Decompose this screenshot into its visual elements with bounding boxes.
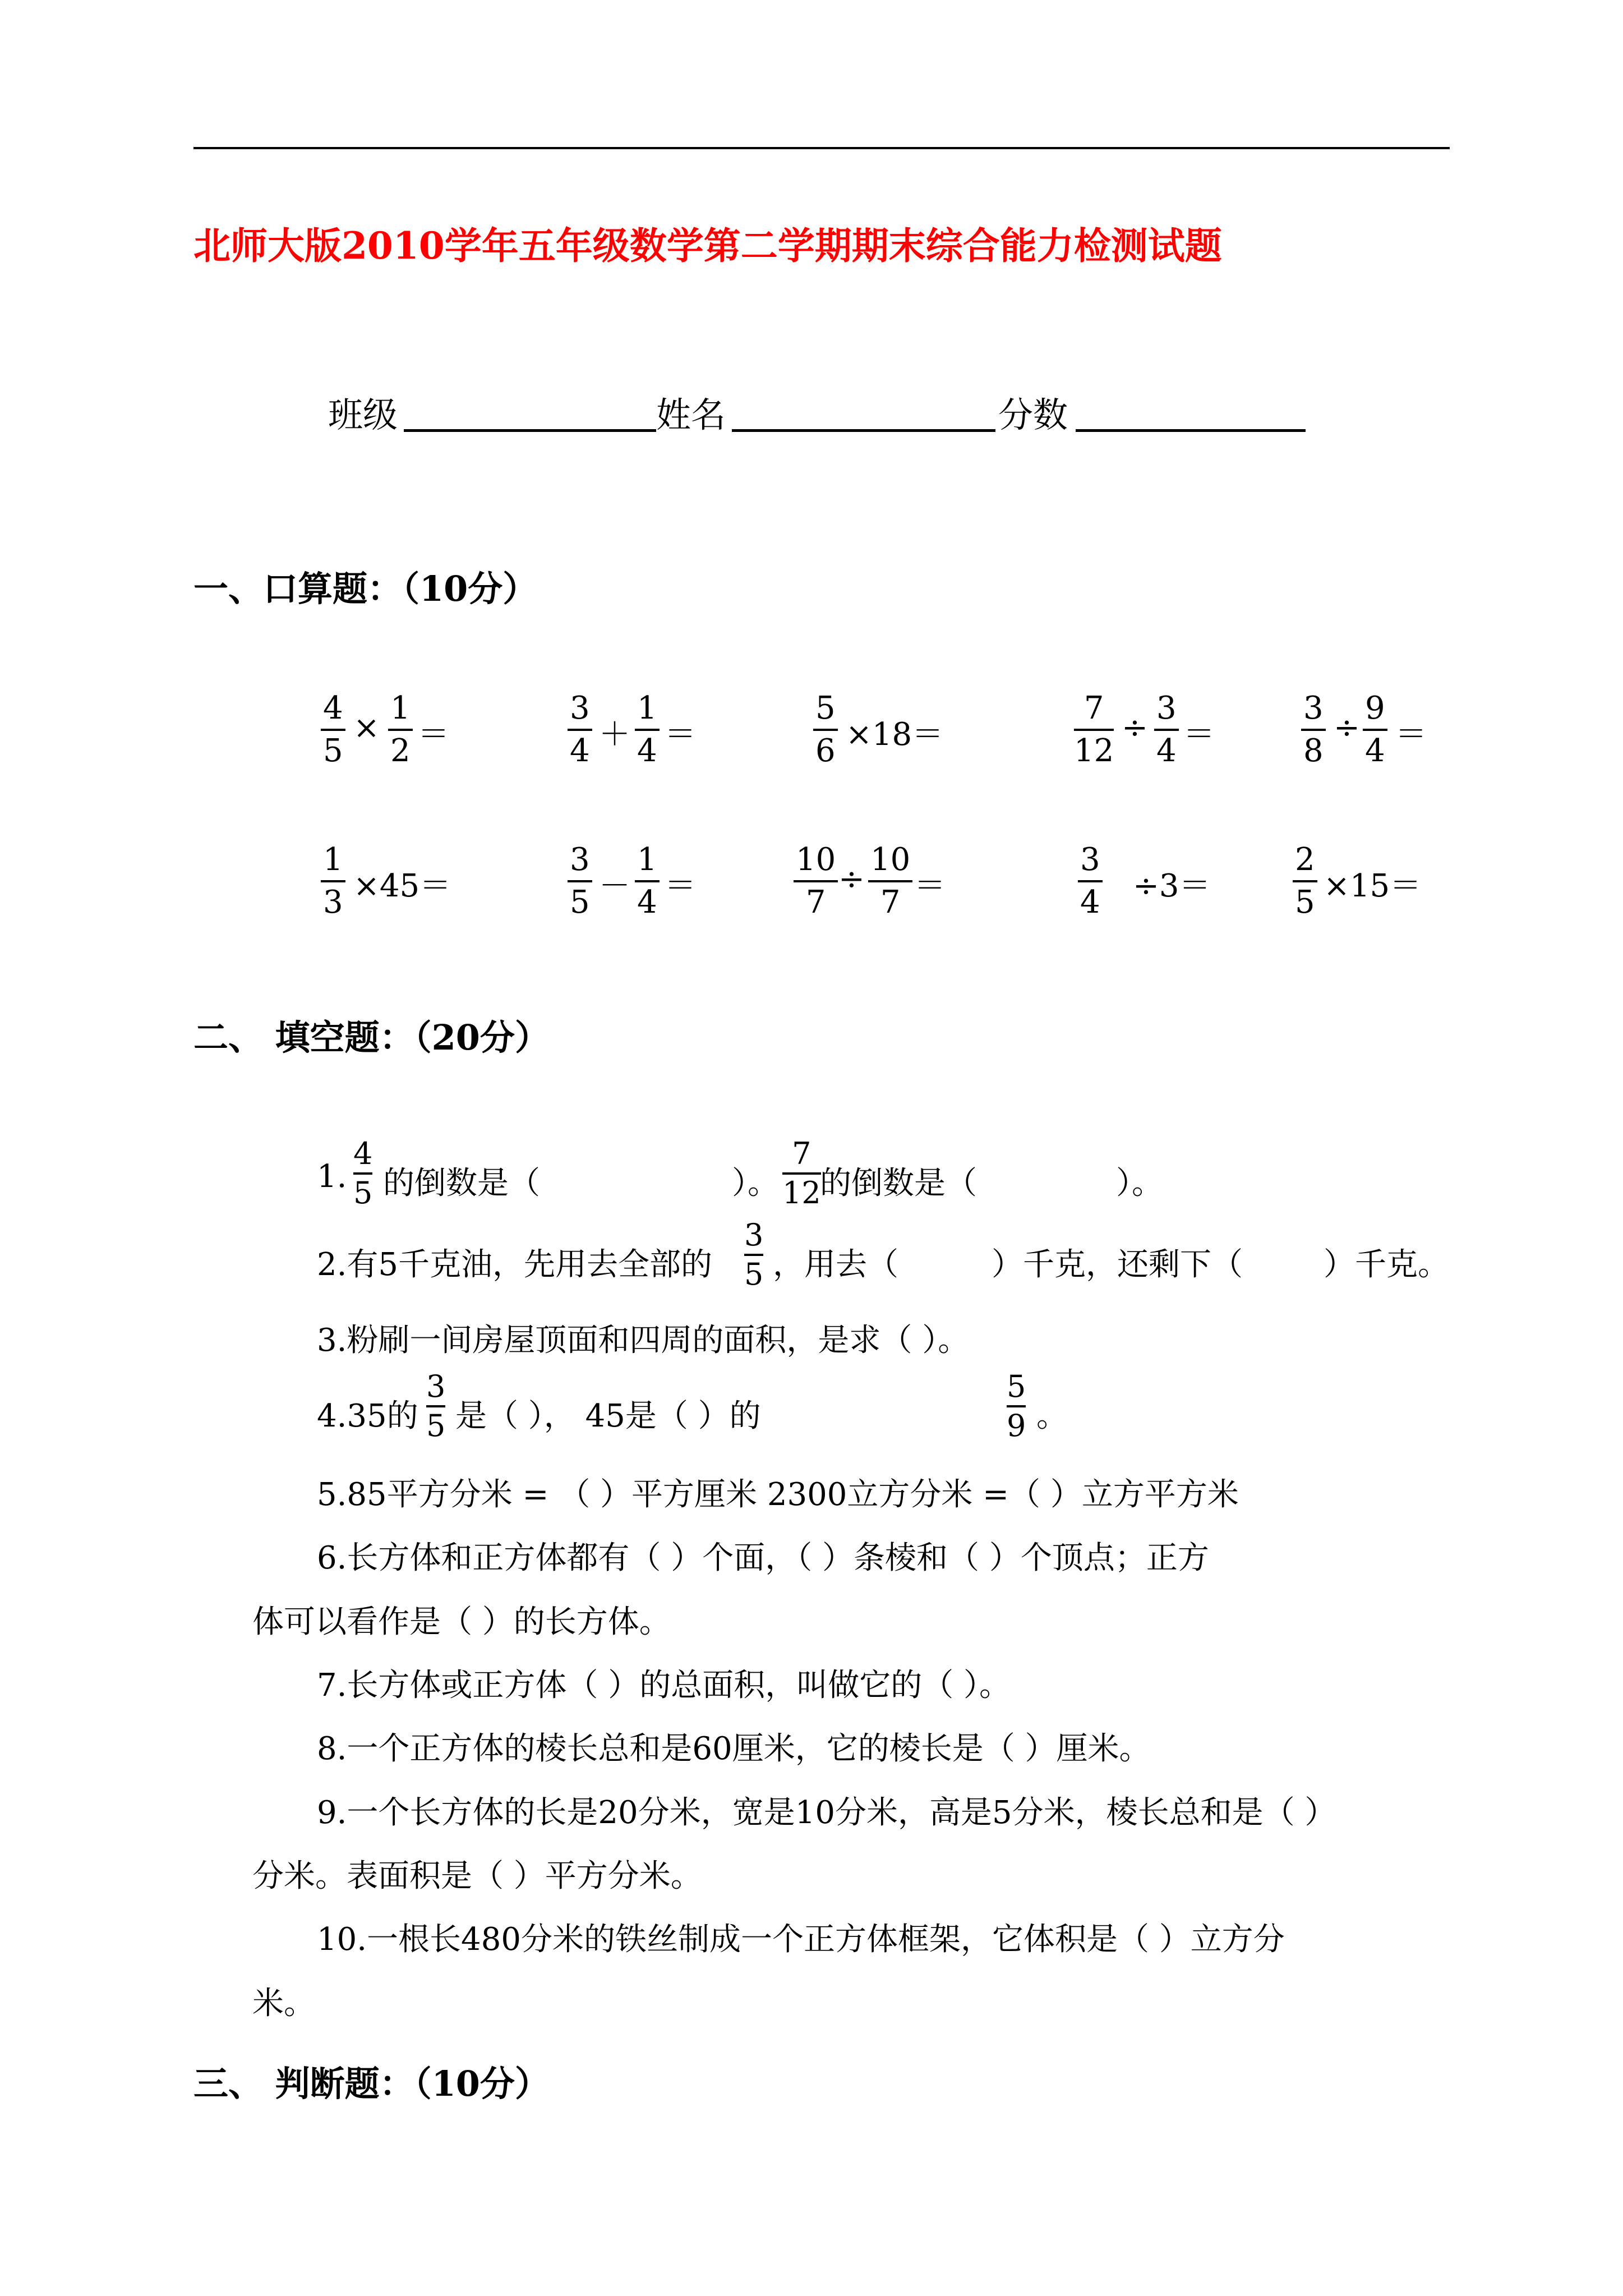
fraction: 3 4: [1154, 693, 1179, 767]
header-rule: [193, 147, 1450, 149]
operator: ÷: [1334, 710, 1360, 746]
question-9-line1: 9.一个长方体的长是20分米，宽是10分米，高是5分米，棱长总和是（ ）: [317, 1795, 1336, 1831]
equals: ＝: [665, 868, 696, 904]
fraction: 4 5: [353, 1136, 373, 1211]
equals: ＝: [665, 716, 696, 753]
section2-heading: 二、 填空题：（20分）: [193, 1017, 550, 1058]
section3-heading: 三、 判断题：（10分）: [193, 2063, 550, 2104]
operator-tail: ×18＝: [846, 716, 944, 753]
fraction: 1 4: [635, 693, 660, 767]
fraction: 3 5: [426, 1369, 446, 1443]
fraction: 3 4: [1078, 844, 1103, 918]
equals: ＝: [418, 716, 449, 753]
operator: ÷: [1122, 710, 1148, 746]
fraction: 7 12: [782, 1136, 821, 1211]
fraction: 5 6: [813, 693, 838, 767]
equals: ＝: [1183, 716, 1215, 753]
question-7: 7.长方体或正方体（ ）的总面积，叫做它的（ ）。: [317, 1667, 1011, 1704]
operator-tail: ×15＝: [1324, 868, 1422, 904]
class-blank[interactable]: [404, 429, 656, 432]
question-10-line1: 10.一根长480分米的铁丝制成一个正方体框架，它体积是（ ）立方分: [317, 1921, 1285, 1958]
fraction: 2 5: [1293, 844, 1317, 918]
operator: －: [599, 868, 630, 904]
score-label: 分数: [998, 394, 1068, 435]
operator-tail: ×45＝: [353, 868, 451, 904]
fraction: 7 12: [1074, 690, 1114, 769]
fraction: 5 9: [1007, 1369, 1026, 1443]
name-label: 姓名: [656, 394, 726, 435]
fraction: 1 4: [635, 844, 660, 918]
operator: ÷: [838, 861, 865, 898]
fraction: 4 5: [321, 693, 345, 767]
operator-tail: ÷3＝: [1133, 868, 1211, 904]
fraction: 9 4: [1363, 693, 1387, 767]
fraction: 3 4: [568, 693, 592, 767]
fraction: 1 2: [388, 693, 413, 767]
question-6-line2: 体可以看作是（ ）的长方体。: [252, 1604, 671, 1640]
equals: ＝: [1395, 716, 1427, 753]
question-6-line1: 6.长方体和正方体都有（ ）个面，（ ）条棱和（ ）个顶点；正方: [317, 1540, 1209, 1576]
fraction: 10 7: [794, 844, 838, 918]
question-8: 8.一个正方体的棱长总和是60厘米，它的棱长是（ ）厘米。: [317, 1731, 1151, 1767]
fraction: 1 3: [321, 844, 345, 918]
exam-title: 北师大版2010学年五年级数学第二学期期末综合能力检测试题: [193, 224, 1222, 268]
fraction: 3 5: [568, 844, 592, 918]
question-3: 3.粉刷一间房屋顶面和四周的面积，是求（ ）。: [317, 1322, 970, 1359]
question-5: 5.85平方分米 = （ ）平方厘米 2300立方分米 =（ ）立方平方米: [317, 1476, 1239, 1513]
equals: ＝: [914, 868, 946, 904]
operator: ＋: [599, 716, 630, 753]
class-label: 班级: [328, 394, 398, 435]
question-9-line2: 分米。表面积是（ ）平方分米。: [252, 1858, 702, 1894]
fraction: 3 8: [1301, 693, 1326, 767]
section1-heading: 一、口算题：（10分）: [193, 568, 538, 609]
score-blank[interactable]: [1076, 429, 1306, 432]
operator: ×: [353, 710, 380, 746]
fraction: 10 7: [868, 844, 912, 918]
question-10-line2: 米。: [252, 1985, 315, 2022]
fraction: 3 5: [744, 1217, 764, 1292]
name-blank[interactable]: [732, 429, 995, 432]
